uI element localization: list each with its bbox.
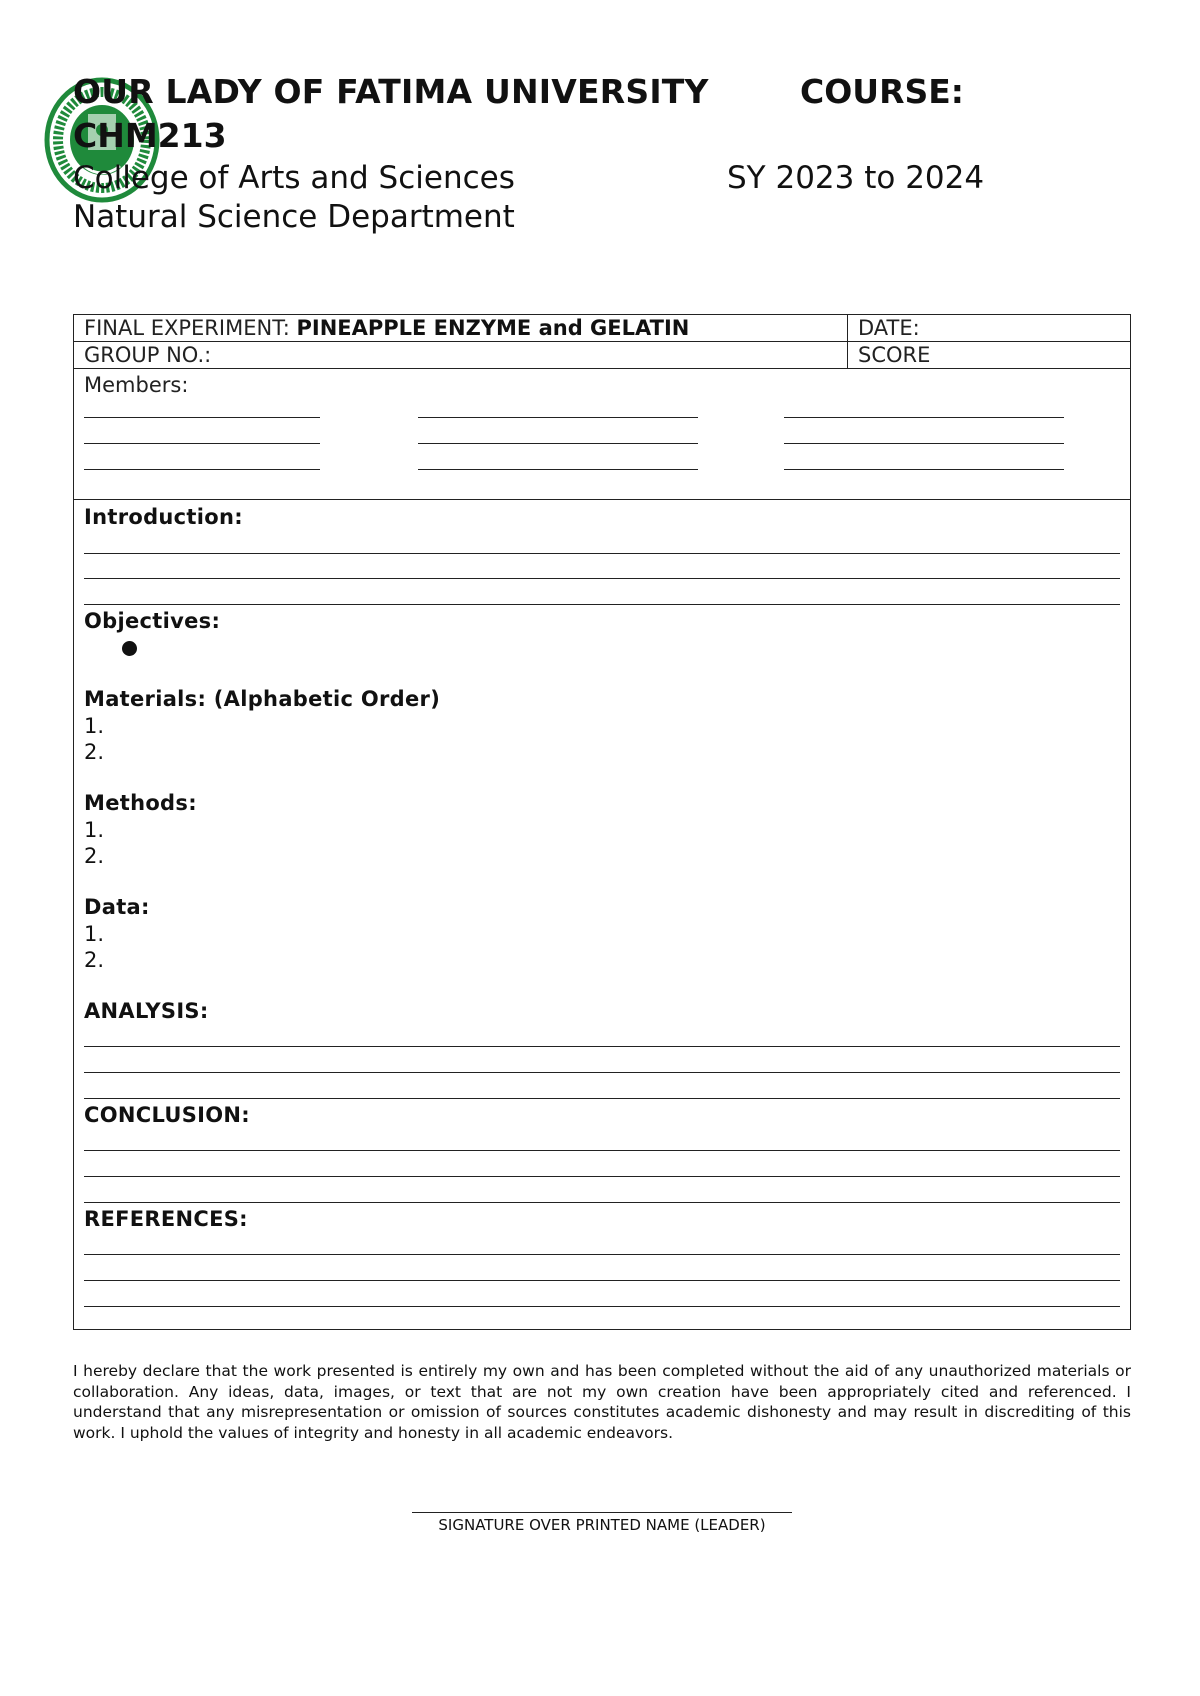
references-line[interactable] (84, 1280, 1120, 1281)
materials-item: 1. (84, 714, 105, 738)
member-line[interactable] (84, 469, 320, 470)
member-line[interactable] (418, 417, 698, 418)
conclusion-heading: CONCLUSION: (84, 1103, 250, 1127)
introduction-heading: Introduction: (84, 505, 243, 529)
members-label: Members: (84, 373, 189, 397)
objective-bullet (122, 641, 137, 656)
university-name: OUR LADY OF FATIMA UNIVERSITY (73, 72, 709, 111)
header-column-divider (847, 315, 848, 369)
experiment-label: FINAL EXPERIMENT: (84, 316, 290, 340)
member-line[interactable] (84, 443, 320, 444)
analysis-line[interactable] (84, 1098, 1120, 1099)
conclusion-line[interactable] (84, 1150, 1120, 1151)
methods-heading: Methods: (84, 791, 197, 815)
group-row (74, 342, 1130, 369)
introduction-line[interactable] (84, 578, 1120, 579)
methods-item: 1. (84, 818, 105, 842)
objectives-heading: Objectives: (84, 609, 221, 633)
group-number-field[interactable]: GROUP NO.: (84, 343, 212, 367)
member-line[interactable] (418, 443, 698, 444)
data-item: 2. (84, 948, 105, 972)
member-line[interactable] (784, 443, 1064, 444)
college-name: College of Arts and Sciences (73, 160, 515, 196)
member-line[interactable] (784, 469, 1064, 470)
date-field[interactable]: DATE: (858, 316, 920, 340)
course-label: COURSE: (800, 72, 964, 111)
experiment-row (74, 315, 1130, 342)
references-line[interactable] (84, 1306, 1120, 1307)
data-heading: Data: (84, 895, 150, 919)
signature-line[interactable] (412, 1512, 792, 1513)
references-heading: REFERENCES: (84, 1207, 248, 1231)
score-field[interactable]: SCORE (858, 343, 931, 367)
materials-item: 2. (84, 740, 105, 764)
member-line[interactable] (418, 469, 698, 470)
analysis-line[interactable] (84, 1046, 1120, 1047)
methods-item: 2. (84, 844, 105, 868)
member-line[interactable] (784, 417, 1064, 418)
experiment-form (73, 314, 1131, 1330)
course-code: CHM213 (73, 116, 227, 155)
data-item: 1. (84, 922, 105, 946)
materials-heading: Materials: (Alphabetic Order) (84, 687, 441, 711)
analysis-heading: ANALYSIS: (84, 999, 209, 1023)
experiment-title: PINEAPPLE ENZYME and GELATIN (296, 316, 690, 340)
department-name: Natural Science Department (73, 199, 515, 235)
analysis-line[interactable] (84, 1072, 1120, 1073)
conclusion-line[interactable] (84, 1176, 1120, 1177)
references-line[interactable] (84, 1254, 1120, 1255)
introduction-line[interactable] (84, 553, 1120, 554)
declaration-text: I hereby declare that the work presented is entirely my own and has been completed without the aid of any unauthorized materials or collaboration. Any ideas, data, images, or text that are not my own creation have been appropriately cited and referenced. I understand that any misrepresentation or omission of sources constitutes academic dishonesty and may result in discrediting of this work. I uphold the values of integrity and honesty in all academic endeavors. (73, 1362, 1131, 1442)
introduction-line[interactable] (84, 604, 1120, 605)
conclusion-line[interactable] (84, 1202, 1120, 1203)
member-line[interactable] (84, 417, 320, 418)
school-year: SY 2023 to 2024 (727, 160, 985, 196)
members-section (74, 369, 1130, 500)
signature-label: SIGNATURE OVER PRINTED NAME (LEADER) (438, 1516, 766, 1534)
experiment-cell (84, 315, 689, 341)
